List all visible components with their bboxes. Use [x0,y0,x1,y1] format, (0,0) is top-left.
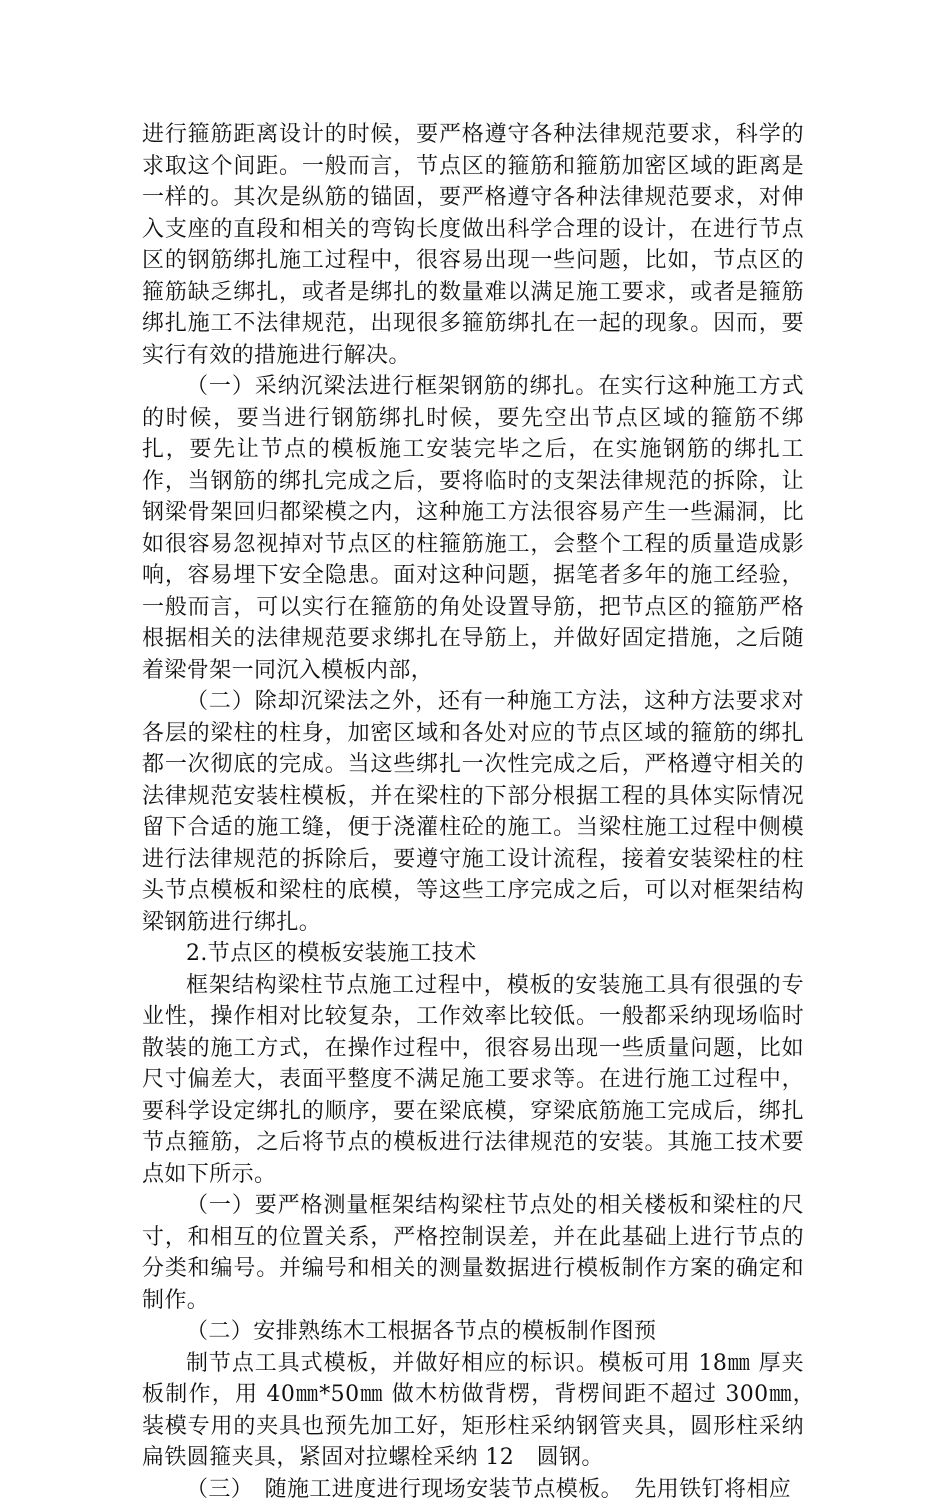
paragraph-3: （二）除却沉梁法之外，还有一种施工方法，这种方法要求对各层的梁柱的柱身，加密区域和各处对应的节点区域的箍筋的绑扎都一次彻底的完成。当这些绑扎一次性完成之后，严格遵守相关的法律规范安装柱模板，并在梁柱的下部分根据工程的具体实际情况留下合适的施工缝，便于浇灌柱砼的施工。当梁柱施工过程中侧模进行法律规范的拆除后，要遵守施工设计流程，接着安装梁柱的柱头节点模板和梁柱的底模，等这些工序完成之后，可以对框架结构梁钢筋进行绑扎。 [142,686,804,938]
document-body [142,119,804,1505]
section-heading: 2.节点区的模板安装施工技术 [142,938,804,970]
paragraph-1: 进行箍筋距离设计的时候，要严格遵守各种法律规范要求，科学的求取这个间距。一般而言，节点区的箍筋和箍筋加密区域的距离是一样的。其次是纵筋的锚固，要严格遵守各种法律规范要求，对伸入支座的直段和相关的弯钩长度做出科学合理的设计，在进行节点区的钢筋绑扎施工过程中，很容易出现一些问题，比如，节点区的箍筋缺乏绑扎，或者是绑扎的数量难以满足施工要求，或者是箍筋绑扎施工不法律规范，出现很多箍筋绑扎在一起的现象。因而，要实行有效的措施进行解决。 [142,119,804,371]
paragraph-5: 框架结构梁柱节点施工过程中，模板的安装施工具有很强的专业性，操作相对比较复杂，工作效率比较低。一般都采纳现场临时散装的施工方式，在操作过程中，很容易出现一些质量问题，比如尺寸偏差大，表面平整度不满足施工要求等。在进行施工过程中，要科学设定绑扎的顺序，要在梁底模，穿梁底筋施工完成后，绑扎节点箍筋，之后将节点的模板进行法律规范的安装。其施工技术要点如下所示。 [142,970,804,1191]
paragraph-7: （二）安排熟练木工根据各节点的模板制作图预 [142,1316,804,1348]
paragraph-6: （一）要严格测量框架结构梁柱节点处的相关楼板和梁柱的尺寸，和相互的位置关系，严格控制误差，并在此基础上进行节点的分类和编号。并编号和相关的测量数据进行模板制作方案的确定和制作。 [142,1190,804,1316]
paragraph-8: 制节点工具式模板，并做好相应的标识。模板可用 18㎜ 厚夹板制作，用 40㎜*50㎜ 做木枋做背楞，背楞间距不超过 300㎜， 装模专用的夹具也预先加工好，矩形柱采纳钢管夹具，圆形柱采纳扁铁圆箍夹具，紧固对拉螺栓采纳 12 圆钢。 [142,1348,804,1474]
paragraph-2: （一）采纳沉梁法进行框架钢筋的绑扎。在实行这种施工方式的时候，要当进行钢筋绑扎时候，要先空出节点区域的箍筋不绑扎，要先让节点的模板施工安装完毕之后，在实施钢筋的绑扎工作，当钢筋的绑扎完成之后，要将临时的支架法律规范的拆除，让钢梁骨架回归都梁模之内，这种施工方法很容易产生一些漏洞，比如很容易忽视掉对节点区的柱箍筋施工，会整个工程的质量造成影响，容易埋下安全隐患。面对这种问题，据笔者多年的施工经验，一般而言，可以实行在箍筋的角处设置导筋，把节点区的箍筋严格根据相关的法律规范要求绑扎在导筋上，并做好固定措施，之后随着梁骨架一同沉入模板内部， [142,371,804,686]
paragraph-9: （三） 随施工进度进行现场安装节点模板。 先用铁钉将相应 [142,1474,804,1505]
